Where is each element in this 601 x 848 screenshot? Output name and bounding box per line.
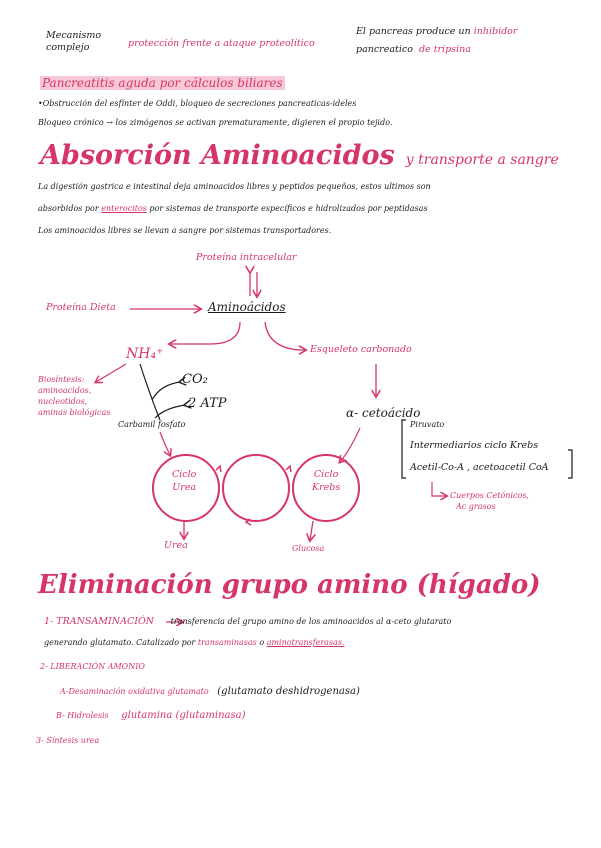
bracket-item-acetil: Acetil-Co-A , acetoacetil CoA bbox=[410, 462, 549, 473]
urea-output: Urea bbox=[164, 540, 188, 551]
circle-middle bbox=[223, 455, 289, 521]
bracket-right bbox=[568, 450, 572, 478]
arrow-alfa-krebs bbox=[340, 428, 360, 462]
complejo-label: complejo bbox=[46, 42, 90, 53]
arrow-nh4 bbox=[170, 322, 240, 344]
ciclo-krebs-label: Ciclo Krebs bbox=[312, 469, 341, 493]
pancreas-line2: pancreatico de tripsina bbox=[356, 44, 471, 55]
pancreatitis-heading: Pancreatitis aguda por cálculos biliares bbox=[42, 76, 283, 90]
arrow-glucosa bbox=[310, 521, 313, 540]
eliminacion-title: Eliminación grupo amino (hígado) bbox=[38, 570, 541, 600]
arrow-co2 bbox=[152, 382, 180, 400]
arrow-carbamil bbox=[160, 432, 170, 455]
absorcion-p1: La digestión gastrica e intestinal deja aminoacidos libres y peptidos pequeños, estos ultimos son bbox=[38, 182, 431, 191]
aminoacidos-node: Aminoácidos bbox=[208, 300, 286, 314]
arrow-atp bbox=[155, 405, 185, 418]
cuerpos-cetonicos: Cuerpos Cetónicos, Ac grasos bbox=[450, 491, 529, 511]
bracket-item-piruvato: Piruvato bbox=[410, 420, 445, 429]
item-sintesis-urea: 3- Síntesis urea bbox=[36, 736, 100, 745]
absorcion-p3: Los aminoacidos libres se llevan a sangre por sistemas transportadores. bbox=[38, 226, 332, 235]
pancreatitis-line1: •Obstrucción del esfínter de Oddi, bloqueo de secreciones pancreaticas-ideles bbox=[38, 99, 357, 108]
nh4-node: NH₄⁺ bbox=[126, 346, 164, 362]
absorcion-title: Absorción Aminoacidos bbox=[40, 140, 395, 171]
glucosa-output: Glucosa bbox=[292, 544, 325, 553]
mecanismo-label: Mecanismo bbox=[46, 30, 102, 41]
esqueleto-node: Esqueleto carbonado bbox=[310, 344, 412, 355]
proteina-dieta: Proteína Dieta bbox=[46, 302, 116, 313]
absorcion-title-tail: y transporte a sangre bbox=[405, 152, 559, 168]
proteina-intracelular: Proteína intracelular bbox=[196, 252, 297, 263]
item-transaminacion: 1- TRANSAMINACIÓN transferencia del grupo amino de los aminoacidos al α-ceto glutarato bbox=[44, 616, 452, 627]
pancreatitis-line2: Bloqueo crónico → los zimógenos se activan prematuramente, digieren el propio tejido. bbox=[38, 118, 393, 127]
carbamil-label: Carbamil fosfato bbox=[118, 420, 186, 429]
item-transaminacion-line2: generando glutamato. Catalizado por transaminasas o aminotransferasas. bbox=[44, 638, 345, 647]
bracket-left bbox=[402, 420, 406, 478]
item-desaminacion: A-Desaminación oxidativa glutamato (glutamato deshidrogenasa) bbox=[60, 686, 360, 697]
atp-label: 2 ATP bbox=[188, 396, 227, 411]
co2-label: CO₂ bbox=[182, 372, 208, 387]
pancreas-line1: El pancreas produce un inhibidor bbox=[356, 26, 518, 37]
arrow-cuerpos bbox=[432, 482, 446, 496]
item-hidrolisis: B- Hidrolesis glutamina (glutaminasa) bbox=[56, 710, 246, 721]
bracket-item-krebs: Intermediarios ciclo Krebs bbox=[410, 440, 539, 451]
ciclo-urea-label: Ciclo Urea bbox=[172, 469, 197, 493]
absorcion-p2: absorbidos por enterocitos por sistemas de transporte específicos e hidrolizados por peptidasas bbox=[38, 204, 428, 213]
arrow-esqueleto bbox=[265, 322, 305, 350]
alfa-cetoacido: α- cetoácido bbox=[346, 406, 421, 420]
biosintesis-list: Biosíntesis: aminoacidos, nucleotidos, aminas biológicas bbox=[38, 375, 111, 417]
item-liberacion: 2- LIBERACIÓN AMONIO bbox=[40, 662, 145, 671]
proteccion-text: protección frente a ataque proteolítico bbox=[128, 38, 315, 49]
